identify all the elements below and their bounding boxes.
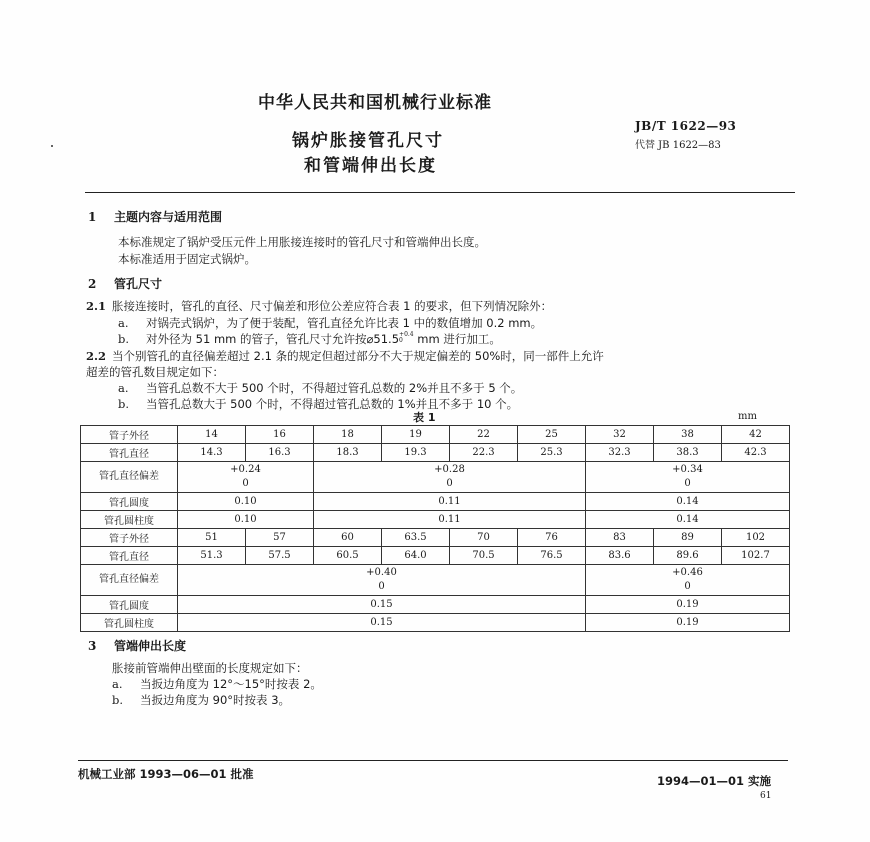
table-cell: 14 bbox=[178, 426, 246, 444]
clause-text: 胀接连接时，管孔的直径、尺寸偏差和形位公差应符合表 1 的要求，但下列情况除外： bbox=[112, 299, 553, 313]
table-cell: 76.5 bbox=[518, 547, 586, 565]
row-label: 管孔圆柱度 bbox=[81, 614, 178, 632]
table-cell: 16 bbox=[246, 426, 314, 444]
clause-number: 2.2 bbox=[86, 349, 107, 363]
replaces-standard: 代替 JB 1622—83 bbox=[635, 140, 721, 151]
deviation-lower: 0 bbox=[684, 581, 691, 592]
row-label: 管孔直径 bbox=[81, 547, 178, 565]
clause-text: 当个别管孔的直径偏差超过 2.1 条的规定但超过部分不大于规定偏差的 50%时，同一部件上允许 bbox=[112, 349, 604, 363]
scan-speck bbox=[51, 145, 53, 147]
list-text: 当扳边角度为 12°～15°时按表 2。 bbox=[140, 677, 322, 691]
section3-heading bbox=[88, 637, 186, 654]
table-cell: 57.5 bbox=[246, 547, 314, 565]
section1-heading bbox=[88, 208, 222, 225]
table-row bbox=[81, 547, 790, 565]
page-number: 61 bbox=[760, 791, 772, 801]
section-number: 2 bbox=[88, 277, 97, 291]
table-unit: mm bbox=[738, 411, 757, 422]
table-row bbox=[81, 426, 790, 444]
list-marker: b. bbox=[112, 693, 124, 707]
tolerance bbox=[399, 332, 414, 344]
table-row bbox=[81, 493, 790, 511]
table-cell: 0.10 bbox=[178, 493, 314, 511]
table-row bbox=[81, 462, 790, 493]
table-cell: 0.19 bbox=[586, 596, 790, 614]
paragraph: 本标准适用于固定式锅炉。 bbox=[118, 252, 256, 266]
list-text: 当扳边角度为 90°时按表 3。 bbox=[140, 693, 291, 707]
table-cell: 0.14 bbox=[586, 493, 790, 511]
row-label: 管孔直径偏差 bbox=[81, 462, 178, 493]
deviation-lower: 0 bbox=[446, 478, 453, 489]
table-cell: 25 bbox=[518, 426, 586, 444]
table-cell: 19.3 bbox=[382, 444, 450, 462]
deviation-upper: +0.28 bbox=[434, 464, 465, 475]
deviation-upper: +0.24 bbox=[230, 464, 261, 475]
table-cell: 0.11 bbox=[314, 511, 586, 529]
table-cell: 22 bbox=[450, 426, 518, 444]
header-divider bbox=[85, 192, 795, 193]
list-text: 对锅壳式锅炉，为了便于装配，管孔直径允许比表 1 中的数值增加 0.2 mm。 bbox=[146, 316, 543, 330]
table-cell: 60 bbox=[314, 529, 382, 547]
paragraph: 本标准规定了锅炉受压元件上用胀接连接时的管孔尺寸和管端伸出长度。 bbox=[118, 235, 486, 249]
document-title-line1: 锅炉胀接管孔尺寸 bbox=[292, 131, 444, 151]
paragraph: 胀接前管端伸出壁面的长度规定如下： bbox=[112, 661, 308, 675]
deviation-lower: 0 bbox=[684, 478, 691, 489]
row-label: 管孔圆度 bbox=[81, 596, 178, 614]
table-cell: 0.14 bbox=[586, 511, 790, 529]
list-marker: a. bbox=[112, 677, 123, 691]
deviation-upper: +0.40 bbox=[366, 567, 397, 578]
table-cell: 89 bbox=[654, 529, 722, 547]
document-title-line2: 和管端伸出长度 bbox=[304, 156, 437, 176]
table-row bbox=[81, 511, 790, 529]
table-cell: 22.3 bbox=[450, 444, 518, 462]
row-label: 管孔圆度 bbox=[81, 493, 178, 511]
section2-heading bbox=[88, 275, 162, 292]
table-cell: 83.6 bbox=[586, 547, 654, 565]
list-text: 当管孔总数不大于 500 个时，不得超过管孔总数的 2%并且不多于 5 个。 bbox=[146, 381, 523, 395]
table-cell: 0.11 bbox=[314, 493, 586, 511]
list-item bbox=[118, 380, 522, 396]
table-cell: 18.3 bbox=[314, 444, 382, 462]
clause-text-continued: 超差的管孔数目规定如下： bbox=[86, 365, 224, 379]
deviation-lower: 0 bbox=[242, 478, 249, 489]
table-cell: 14.3 bbox=[178, 444, 246, 462]
table-cell: 60.5 bbox=[314, 547, 382, 565]
clause-number: 2.1 bbox=[86, 299, 107, 313]
list-text: mm 进行加工。 bbox=[413, 332, 501, 346]
table-1 bbox=[80, 425, 790, 632]
table-row bbox=[81, 444, 790, 462]
deviation-upper: +0.34 bbox=[672, 464, 703, 475]
list-text: 对外径为 51 mm 的管子，管孔尺寸允许按⌀51.5 bbox=[146, 332, 400, 346]
clause-2-1 bbox=[86, 298, 552, 314]
table-row bbox=[81, 529, 790, 547]
section-number: 1 bbox=[88, 210, 97, 224]
table-cell: 0.19 bbox=[586, 614, 790, 632]
tolerance-upper: +0.4 bbox=[399, 331, 414, 338]
standard-code: JB/T 1622—93 bbox=[635, 119, 737, 133]
list-item bbox=[118, 331, 501, 347]
row-label: 管子外径 bbox=[81, 529, 178, 547]
table-cell: 42 bbox=[722, 426, 790, 444]
deviation-cell bbox=[586, 565, 790, 596]
table-cell: 32.3 bbox=[586, 444, 654, 462]
table-cell: 102 bbox=[722, 529, 790, 547]
section-title: 主题内容与适用范围 bbox=[114, 210, 223, 224]
list-marker: a. bbox=[118, 316, 129, 330]
list-item bbox=[118, 315, 542, 331]
list-marker: b. bbox=[118, 332, 130, 346]
tolerance-lower: 0 bbox=[399, 337, 403, 344]
list-marker: a. bbox=[118, 381, 129, 395]
table-cell: 51 bbox=[178, 529, 246, 547]
table-cell: 32 bbox=[586, 426, 654, 444]
table-cell: 64.0 bbox=[382, 547, 450, 565]
approval-line: 机械工业部 1993—06—01 批准 bbox=[78, 767, 254, 781]
list-text: 当管孔总数大于 500 个时，不得超过管孔总数的 1%并且不多于 10 个。 bbox=[146, 397, 519, 411]
section-number: 3 bbox=[88, 639, 97, 653]
list-item bbox=[112, 676, 322, 692]
effective-date: 1994—01—01 实施 bbox=[657, 774, 772, 788]
table-cell: 18 bbox=[314, 426, 382, 444]
section-title: 管端伸出长度 bbox=[114, 639, 187, 653]
deviation-cell bbox=[314, 462, 586, 493]
list-item bbox=[112, 692, 290, 708]
table-row bbox=[81, 565, 790, 596]
table-cell: 16.3 bbox=[246, 444, 314, 462]
clause-2-2 bbox=[86, 348, 604, 364]
table-cell: 51.3 bbox=[178, 547, 246, 565]
table-cell: 0.10 bbox=[178, 511, 314, 529]
list-item bbox=[118, 396, 518, 412]
issuing-organization: 中华人民共和国机械行业标准 bbox=[258, 93, 492, 113]
table-cell: 83 bbox=[586, 529, 654, 547]
footer-divider bbox=[78, 760, 788, 761]
deviation-cell bbox=[586, 462, 790, 493]
table-cell: 70.5 bbox=[450, 547, 518, 565]
row-label: 管孔直径偏差 bbox=[81, 565, 178, 596]
table-row bbox=[81, 596, 790, 614]
deviation-upper: +0.46 bbox=[672, 567, 703, 578]
row-label: 管子外径 bbox=[81, 426, 178, 444]
table-cell: 19 bbox=[382, 426, 450, 444]
deviation-cell bbox=[178, 565, 586, 596]
table-cell: 0.15 bbox=[178, 614, 586, 632]
row-label: 管孔圆柱度 bbox=[81, 511, 178, 529]
table-cell: 42.3 bbox=[722, 444, 790, 462]
table-cell: 102.7 bbox=[722, 547, 790, 565]
table-cell: 89.6 bbox=[654, 547, 722, 565]
row-label: 管孔直径 bbox=[81, 444, 178, 462]
list-marker: b. bbox=[118, 397, 130, 411]
table-caption: 表 1 bbox=[413, 411, 436, 424]
table-cell: 0.15 bbox=[178, 596, 586, 614]
table-row bbox=[81, 614, 790, 632]
deviation-lower: 0 bbox=[378, 581, 385, 592]
section-title: 管孔尺寸 bbox=[114, 277, 163, 291]
table-cell: 57 bbox=[246, 529, 314, 547]
deviation-cell bbox=[178, 462, 314, 493]
table-cell: 38 bbox=[654, 426, 722, 444]
table-cell: 38.3 bbox=[654, 444, 722, 462]
table-cell: 25.3 bbox=[518, 444, 586, 462]
table-cell: 70 bbox=[450, 529, 518, 547]
table-cell: 63.5 bbox=[382, 529, 450, 547]
table-cell: 76 bbox=[518, 529, 586, 547]
